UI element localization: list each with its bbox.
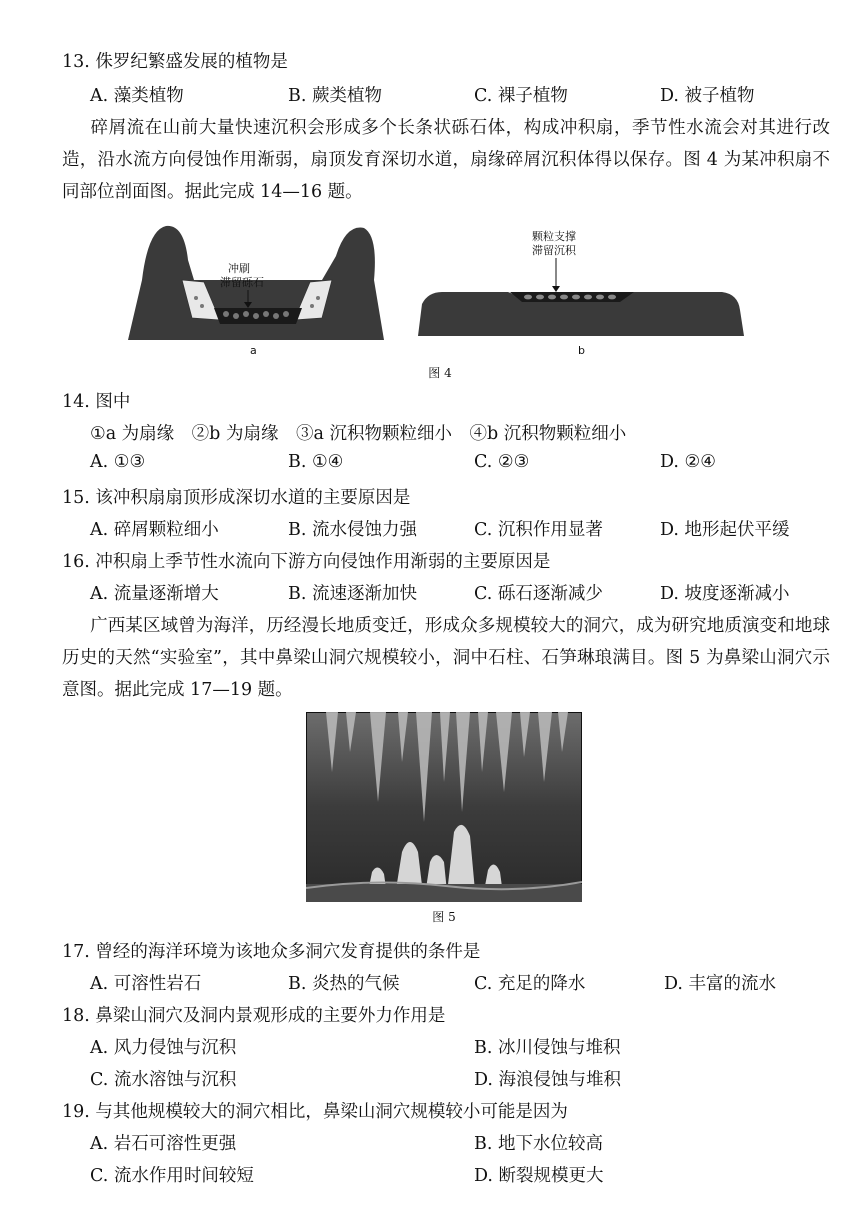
q15-option-d: D. 地形起伏平缓 [660, 520, 790, 540]
figure-5-cave-photo [306, 712, 582, 902]
intro-17-19 [62, 610, 830, 706]
q18-stem: 18. 鼻梁山洞穴及洞内景观形成的主要外力作用是 [62, 1006, 446, 1026]
q14-stem: 14. 图中 [62, 392, 131, 412]
fig4-sub-b: b [578, 344, 585, 357]
fig4b-arrowhead [552, 286, 560, 292]
q19-option-d: D. 断裂规模更大 [474, 1166, 604, 1186]
q15-option-a: A. 碎屑颗粒细小 [90, 520, 219, 540]
q17-option-b: B. 炎热的气候 [288, 974, 400, 994]
q13-option-b: B. 蕨类植物 [288, 86, 382, 106]
q19-option-b: B. 地下水位较高 [474, 1134, 603, 1154]
intro-14-16 [62, 112, 830, 208]
fig4-sub-a: a [250, 344, 257, 357]
q14-statements: ①a 为扇缘 ②b 为扇缘 ③a 沉积物颗粒细小 ④b 沉积物颗粒细小 [90, 424, 627, 444]
figure-5 [306, 712, 582, 902]
q18-option-b: B. 冰川侵蚀与堆积 [474, 1038, 621, 1058]
q13-option-d: D. 被子植物 [660, 86, 755, 106]
figure-4-caption: 图 4 [428, 366, 452, 380]
q13-option-a: A. 藻类植物 [90, 86, 184, 106]
fig4a-label-top: 冲刷 [228, 262, 250, 275]
figure-4-diagram [122, 220, 752, 370]
q14-option-b: B. ①④ [288, 452, 344, 472]
figure-4 [122, 220, 752, 370]
q15-option-b: B. 流水侵蚀力强 [288, 520, 417, 540]
q14-option-c: C. ②③ [474, 452, 530, 472]
q19-stem: 19. 与其他规模较大的洞穴相比，鼻梁山洞穴规模较小可能是因为 [62, 1102, 568, 1122]
q13-option-c: C. 裸子植物 [474, 86, 568, 106]
q15-option-c: C. 沉积作用显著 [474, 520, 603, 540]
fig4b-label-bottom: 滞留沉积 [532, 244, 576, 257]
q13-stem: 13. 侏罗纪繁盛发展的植物是 [62, 52, 288, 72]
q18-option-c: C. 流水溶蚀与沉积 [90, 1070, 237, 1090]
q16-option-c: C. 砾石逐渐减少 [474, 584, 603, 604]
q17-option-c: C. 充足的降水 [474, 974, 586, 994]
q18-option-d: D. 海浪侵蚀与堆积 [474, 1070, 622, 1090]
q19-option-a: A. 岩石可溶性更强 [90, 1134, 237, 1154]
intro-17-19-text: 广西某区域曾为海洋，历经漫长地质变迁，形成众多规模较大的洞穴，成为研究地质演变和地球历史的天然“实验室”，其中鼻梁山洞穴规模较小，洞中石柱、石笋琳琅满目。图 5 为鼻梁山洞穴示意图。据此完成 17—19 题。 [62, 616, 830, 700]
q17-option-a: A. 可溶性岩石 [90, 974, 202, 994]
q18-option-a: A. 风力侵蚀与沉积 [90, 1038, 237, 1058]
q14-option-d: D. ②④ [660, 452, 716, 472]
fig4b-label-top: 颗粒支撑 [532, 230, 576, 243]
q15-stem: 15. 该冲积扇扇顶形成深切水道的主要原因是 [62, 488, 411, 508]
q16-option-a: A. 流量逐渐增大 [90, 584, 219, 604]
q17-stem: 17. 曾经的海洋环境为该地众多洞穴发育提供的条件是 [62, 942, 481, 962]
figure-5-caption: 图 5 [432, 910, 456, 924]
intro-14-16-text: 碎屑流在山前大量快速沉积会形成多个长条状砾石体，构成冲积扇，季节性水流会对其进行改造，沿水流方向侵蚀作用渐弱，扇顶发育深切水道，扇缘碎屑沉积体得以保存。图 4 为某冲积扇不同部位剖面图。据此完成 14—16 题。 [62, 118, 830, 202]
q16-option-d: D. 坡度逐渐减小 [660, 584, 790, 604]
q14-option-a: A. ①③ [90, 452, 146, 472]
q16-option-b: B. 流速逐渐加快 [288, 584, 417, 604]
q19-option-c: C. 流水作用时间较短 [90, 1166, 254, 1186]
q16-stem: 16. 冲积扇上季节性水流向下游方向侵蚀作用渐弱的主要原因是 [62, 552, 551, 572]
fig4a-label-bottom: 滞留砾石 [220, 276, 264, 289]
q17-option-d: D. 丰富的流水 [664, 974, 777, 994]
